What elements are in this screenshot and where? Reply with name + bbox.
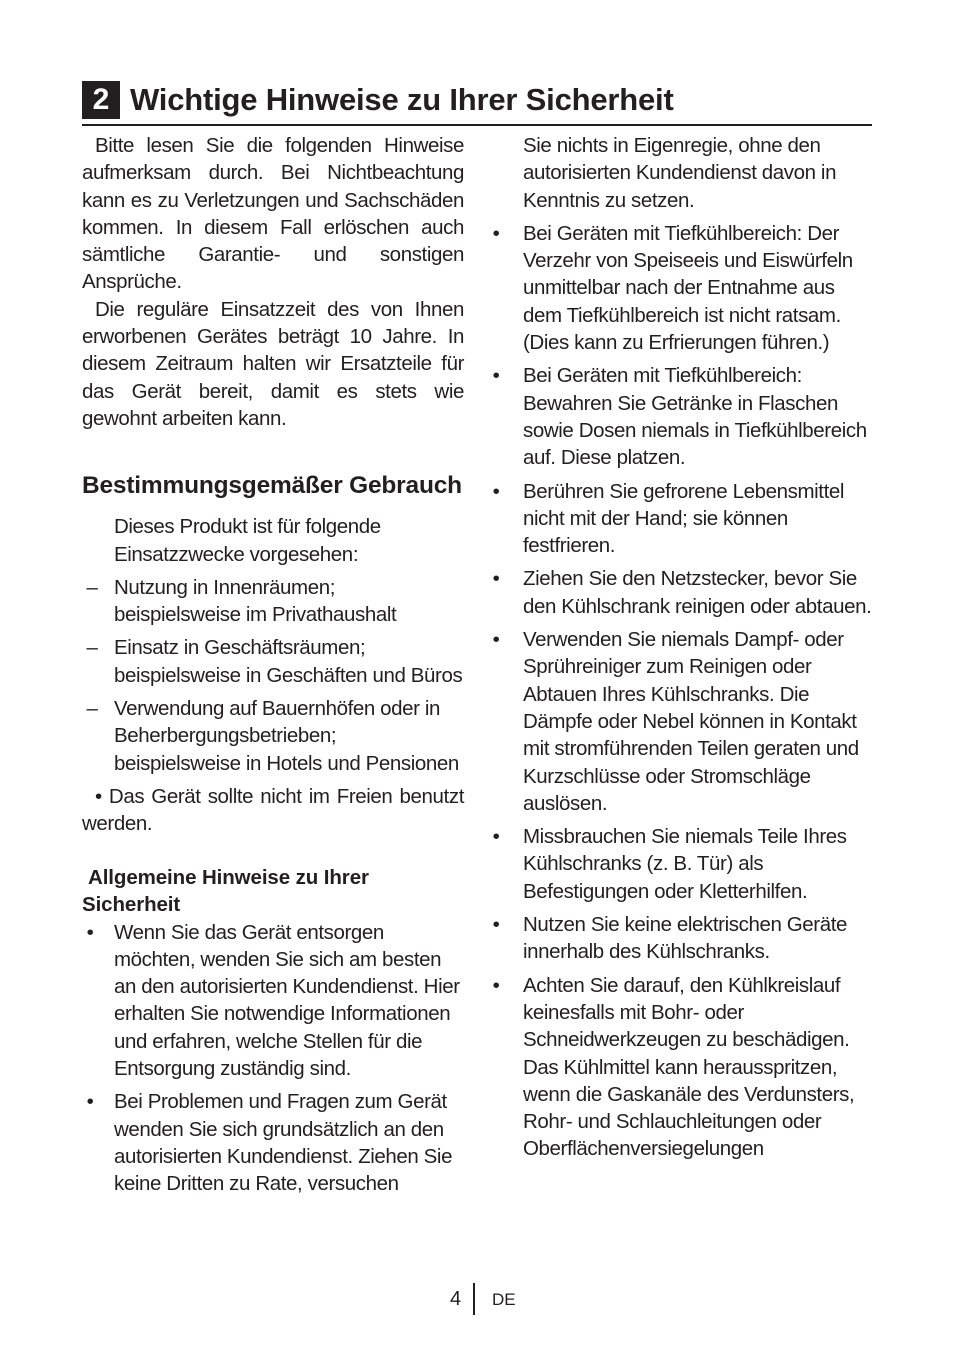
usage-list-text: Verwendung auf Bauernhöfen oder in Beherbergungsbetrieben; beispielsweise in Hotels und Pensionen — [114, 697, 459, 775]
safety-list-text: Bei Geräten mit Tiefkühlbereich: Bewahren Sie Getränke in Flaschen sowie Dosen niemals in Tiefkühlbereich auf. Diese platzen. — [523, 364, 867, 470]
safety-list-text: Wenn Sie das Gerät entsorgen möchten, wenden Sie sich am besten an den autorisierten Kundendienst. Hier erhalten Sie notwendige Informationen und erfahren, welche Stellen für die Entsorgung zuständig sind. — [114, 920, 460, 1081]
bullet-marker: • — [492, 973, 500, 997]
bullet-marker: • — [492, 221, 500, 245]
usage-list-text: Nutzung in Innenräumen; beispielsweise im Privathaushalt — [114, 575, 397, 627]
safety-list-text: Bei Problemen und Fragen zum Gerät wenden Sie sich grundsätzlich an den autorisierten Kundendienst. Ziehen Sie keine Dritten zu Rate, versuchen — [114, 1090, 453, 1196]
section-heading — [82, 80, 872, 126]
usage-list-item — [82, 695, 464, 777]
safety-list-text: Verwenden Sie niemals Dampf- oder Sprühreiniger zum Reinigen oder Abtauen Ihres Kühlschranks. Die Dämpfe oder Nebel können in Kontakt mit stromführenden Teilen geraten und Kurzschlüsse oder Stromschläge auslösen. — [523, 628, 859, 815]
footer-divider — [473, 1283, 475, 1315]
continued-text: Sie nichts in Eigenregie, ohne den autorisierten Kundendienst davon in Kenntnis zu setzen. — [523, 134, 837, 212]
bullet-marker: • — [492, 479, 500, 503]
safety-list-item — [490, 823, 872, 905]
safety-list-item — [490, 911, 872, 966]
language-code: DE — [492, 1290, 516, 1309]
page-number: 4 — [450, 1288, 462, 1310]
dash-marker: – — [86, 575, 98, 599]
safety-list-text: Missbrauchen Sie niemals Teile Ihres Kühlschranks (z. B. Tür) als Befestigungen oder Kletterhilfen. — [523, 825, 847, 903]
safety-list-item — [490, 626, 872, 817]
intro-paragraph-2: Die reguläre Einsatzzeit des von Ihnen erworbenen Gerätes beträgt 10 Jahre. In diesem Zeitraum halten wir Ersatzteile für das Gerät bereit, damit es stets wie gewohnt arbeiten kann. — [82, 297, 464, 430]
safety-list-text: Ziehen Sie den Netzstecker, bevor Sie den Kühlschrank reinigen oder abtauen. — [523, 567, 872, 618]
safety-list-item — [82, 1088, 464, 1197]
usage-intro: Dieses Produkt ist für folgende Einsatzzwecke vorgesehen: — [114, 515, 381, 566]
bullet-marker: • — [492, 913, 500, 937]
bullet-marker: • — [492, 567, 500, 591]
safety-list-item — [490, 972, 872, 1163]
bullet-marker: • — [492, 825, 500, 849]
safety-list-item — [490, 478, 872, 560]
bullet-marker: • — [492, 628, 500, 652]
dash-marker: – — [86, 636, 98, 660]
usage-heading: Bestimmungsgemäßer Gebrauch — [82, 472, 462, 500]
intro-paragraph-1: Bitte lesen Sie die folgenden Hinweise aufmerksam durch. Bei Nichtbeachtung kann es zu Verletzungen und Sachschäden kommen. In diesem Fall erlöschen auch sämtliche Garantie- und sonstigen Ansprüche. — [82, 134, 464, 294]
bullet-marker: • — [86, 920, 94, 944]
left-column — [82, 132, 464, 1198]
safety-list-item — [490, 220, 872, 356]
safety-list-text: Bei Geräten mit Tiefkühlbereich: Der Verzehr von Speiseeis und Eiswürfeln unmittelbar nach der Entnahme aus dem Tiefkühlbereich ist nicht ratsam. (Dies kann zu Erfrierungen führen.) — [523, 221, 853, 355]
page-title: Wichtige Hinweise zu Ihrer Sicherheit — [130, 82, 674, 117]
usage-note: • Das Gerät sollte nicht im Freien benutzt werden. — [82, 784, 464, 836]
bullet-marker: • — [86, 1090, 94, 1114]
right-column — [490, 132, 872, 1163]
safety-list-item — [82, 919, 464, 1083]
safety-list-text: Berühren Sie gefrorene Lebensmittel nicht mit der Hand; sie können festfrieren. — [523, 479, 845, 558]
general-heading: Allgemeine Hinweise zu Ihrer Sicherheit — [82, 865, 369, 917]
usage-list-item — [82, 574, 464, 629]
usage-list-item — [82, 634, 464, 689]
bullet-marker: • — [492, 364, 500, 388]
safety-list-text: Nutzen Sie keine elektrischen Geräte innerhalb des Kühlschranks. — [523, 913, 848, 964]
dash-marker: – — [86, 697, 98, 721]
safety-list-text: Achten Sie darauf, den Kühlkreislauf keinesfalls mit Bohr- oder Schneidwerkzeugen zu beschädigen. Das Kühlmittel kann herausspritzen, wenn die Gaskanäle des Verdunsters, Rohr- und Schlauchleitungen oder Oberflächenversiegelungen — [523, 973, 855, 1161]
safety-list-item — [490, 565, 872, 620]
usage-list-text: Einsatz in Geschäftsräumen; beispielsweise in Geschäften und Büros — [114, 636, 463, 687]
safety-list-item — [490, 362, 872, 471]
section-number: 2 — [82, 81, 120, 119]
